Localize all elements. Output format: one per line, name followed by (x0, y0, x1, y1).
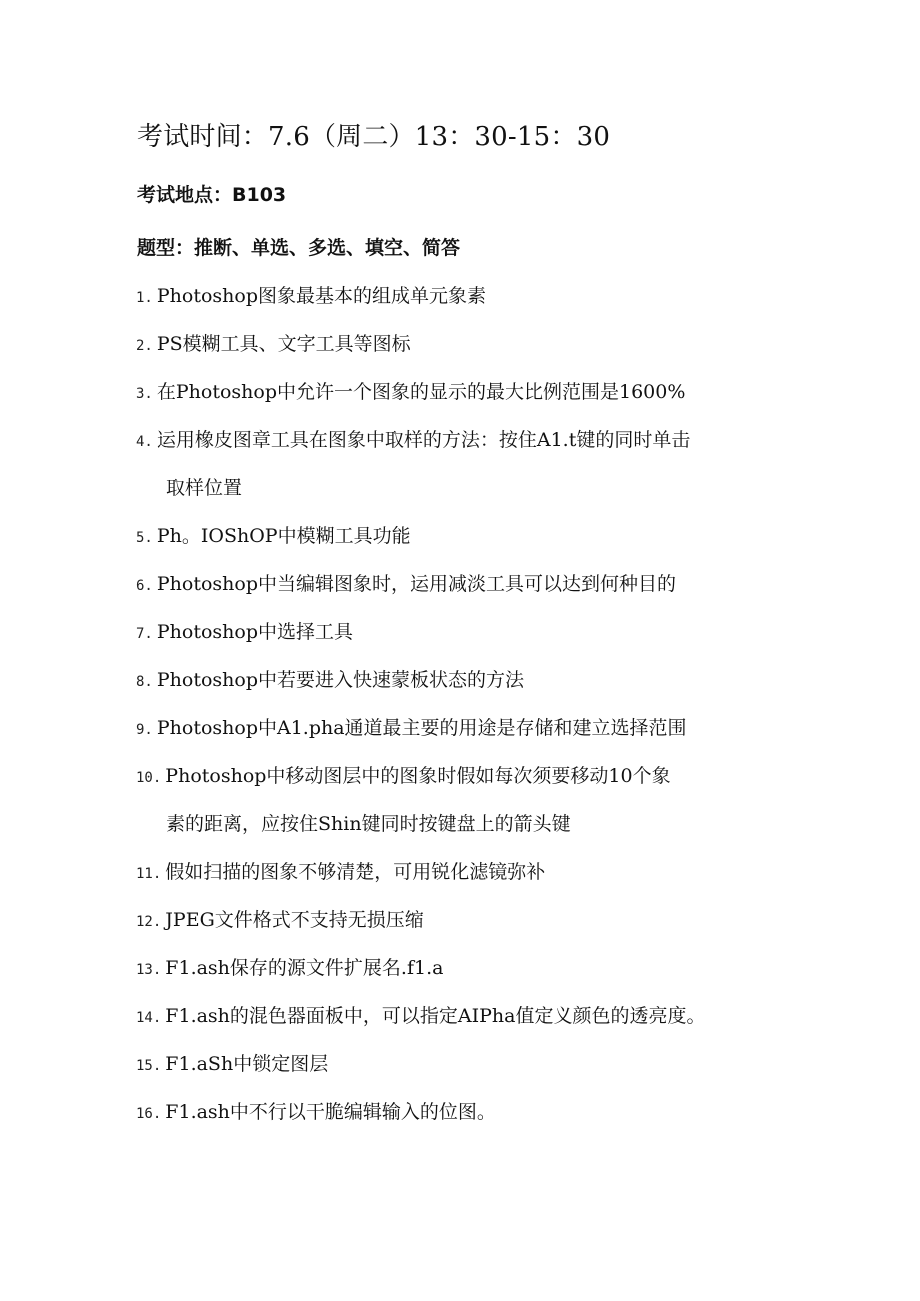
question-number: 14. (136, 1010, 162, 1026)
question-number: 9. (136, 722, 153, 738)
question-text: Photoshop中当编辑图象时，运用减淡工具可以达到何种目的 (156, 573, 676, 595)
question-text: Photoshop中移动图层中的图象时假如每次须要移动10个象 (165, 765, 671, 787)
question-item (136, 849, 796, 897)
question-item (136, 609, 796, 657)
question-text: F1.aSh中锁定图层 (165, 1053, 329, 1075)
question-item (136, 753, 796, 847)
question-item (136, 321, 796, 369)
question-number: 4. (136, 434, 153, 450)
question-number: 1. (136, 290, 153, 306)
question-text: Photoshop中选择工具 (156, 621, 353, 643)
question-item (136, 561, 796, 609)
question-text-continued: 素的距离，应按住Shin键同时按键盘上的箭头键 (166, 813, 571, 835)
question-item (136, 273, 796, 321)
question-item (136, 369, 796, 417)
question-text: Photoshop中A1.pha通道最主要的用途是存储和建立选择范围 (156, 717, 687, 739)
question-text: Ph。IOShOP中模糊工具功能 (156, 525, 411, 547)
question-item (136, 945, 796, 993)
question-item (136, 1089, 796, 1137)
question-text: F1.ash保存的源文件扩展名.f1.a (165, 957, 444, 979)
question-number: 13. (136, 962, 162, 978)
exam-location: 考试地点：B103 (137, 184, 287, 206)
question-item (136, 897, 796, 945)
question-text: F1.ash的混色器面板中，可以指定AIPha值定义颜色的透亮度。 (165, 1005, 706, 1027)
question-item (136, 657, 796, 705)
question-number: 15. (136, 1058, 162, 1074)
question-text: 运用橡皮图章工具在图象中取样的方法：按住A1.t键的同时单击 (156, 429, 691, 451)
question-text: Photoshop中若要进入快速蒙板状态的方法 (156, 669, 524, 691)
question-item (136, 993, 796, 1041)
question-types: 题型：推断、单选、多选、填空、简答 (137, 237, 461, 259)
question-text: JPEG文件格式不支持无损压缩 (165, 909, 424, 931)
question-number: 6. (136, 578, 153, 594)
question-number: 10. (136, 770, 162, 786)
question-text: 在Photoshop中允许一个图象的显示的最大比例范围是1600% (156, 381, 686, 403)
question-number: 11. (136, 866, 162, 882)
question-number: 12. (136, 914, 162, 930)
question-item (136, 417, 796, 511)
question-text: PS模糊工具、文字工具等图标 (156, 333, 411, 355)
question-number: 8. (136, 674, 153, 690)
question-text-continued: 取样位置 (166, 477, 243, 499)
question-number: 2. (136, 338, 153, 354)
question-text: F1.ash中不行以干脆编辑输入的位图。 (165, 1101, 496, 1123)
question-item (136, 513, 796, 561)
question-number: 5. (136, 530, 153, 546)
question-item (136, 705, 796, 753)
question-number: 16. (136, 1106, 162, 1122)
question-text: Photoshop图象最基本的组成单元象素 (156, 285, 486, 307)
exam-time: 考试时间：7.6（周二）13：30-15：30 (137, 122, 611, 152)
question-item (136, 1041, 796, 1089)
question-text: 假如扫描的图象不够清楚，可用锐化滤镜弥补 (165, 861, 546, 883)
question-number: 7. (136, 626, 153, 642)
question-number: 3. (136, 386, 153, 402)
